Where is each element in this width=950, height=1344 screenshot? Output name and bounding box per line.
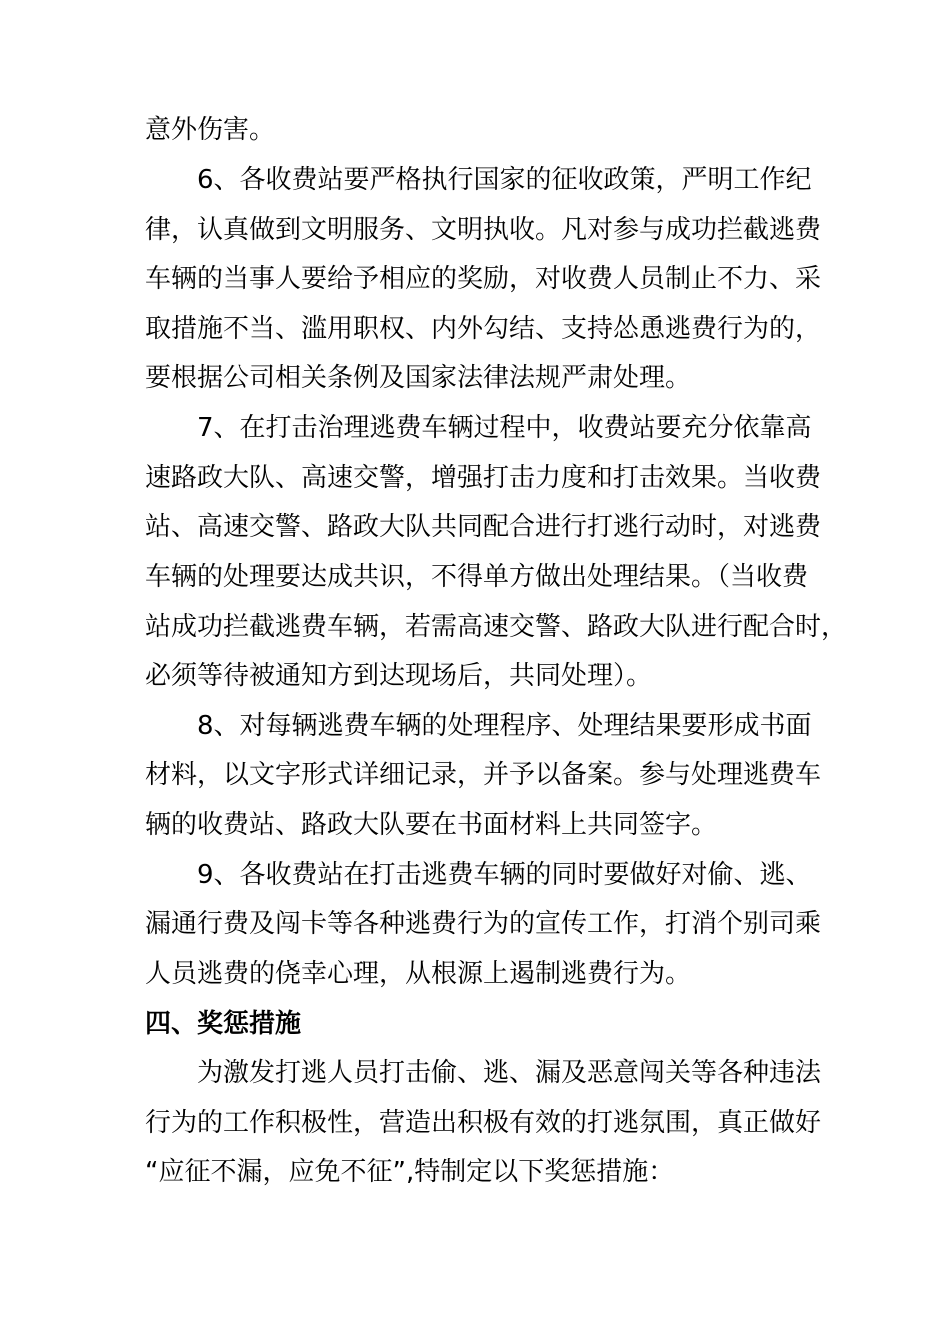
item-8-line-2: 材料，以文字形式详细记录，并予以备案。参与处理逃费车: [145, 760, 822, 790]
item-9-line-2: 漏通行费及闯卡等各种逃费行为的宣传工作，打消个别司乘: [145, 909, 822, 939]
section-heading-4: 四、奖惩措施: [145, 1009, 302, 1039]
item-7-line-6: 必须等待被通知方到达现场后，共同处理）。: [145, 661, 653, 691]
item-6-line-3: 车辆的当事人要给予相应的奖励，对收费人员制止不力、采: [145, 264, 822, 294]
item-7-line-5: 站成功拦截逃费车辆，若需高速交警、路政大队进行配合时，: [145, 612, 848, 642]
item-7-line-2: 速路政大队、高速交警，增强打击力度和打击效果。当收费: [145, 463, 822, 493]
item-6-line-2: 律，认真做到文明服务、文明执收。凡对参与成功拦截逃费: [145, 215, 822, 245]
section-4-line-2: 行为的工作积极性，营造出积极有效的打逃氛围，真正做好: [145, 1108, 822, 1138]
item-8-line-3: 辆的收费站、路政大队要在书面材料上共同签字。: [145, 810, 718, 840]
item-7-line-4: 车辆的处理要达成共识，不得单方做出处理结果。（当收费: [145, 562, 809, 592]
item-6-line-4: 取措施不当、滥用职权、内外勾结、支持怂恿逃费行为的，: [145, 314, 822, 344]
section-4-line-3: “应征不漏，应免不征”,特制定以下奖惩措施：: [145, 1157, 675, 1187]
item-6-line-1: 6、各收费站要严格执行国家的征收政策，严明工作纪: [197, 165, 812, 195]
item-7-line-3: 站、高速交警、路政大队共同配合进行打逃行动时，对逃费: [145, 512, 822, 542]
item-6-line-5: 要根据公司相关条例及国家法律法规严肃处理。: [145, 363, 692, 393]
paragraph-5-end: 意外伤害。: [145, 115, 276, 145]
item-7-line-1: 7、在打击治理逃费车辆过程中，收费站要充分依靠高: [197, 413, 812, 443]
item-9-line-1: 9、各收费站在打击逃费车辆的同时要做好对偷、逃、: [197, 860, 812, 890]
section-4-line-1: 为激发打逃人员打击偷、逃、漏及恶意闯关等各种违法: [197, 1058, 822, 1088]
item-8-line-1: 8、对每辆逃费车辆的处理程序、处理结果要形成书面: [197, 711, 812, 741]
item-9-line-3: 人员逃费的侥幸心理，从根源上遏制逃费行为。: [145, 959, 692, 989]
